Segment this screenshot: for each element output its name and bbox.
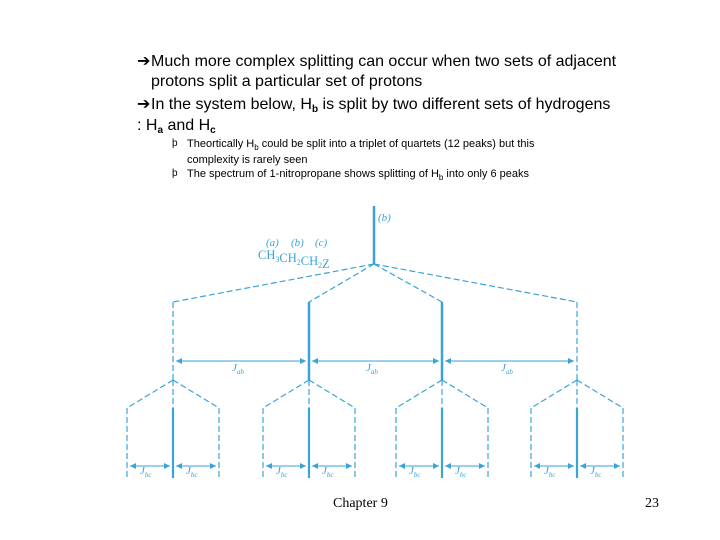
jbc-label: $J_{bc}$ xyxy=(276,465,288,479)
jbc-label: $J_{bc}$ xyxy=(544,465,556,479)
group-label-b: (b) xyxy=(291,237,304,249)
arrowhead-icon xyxy=(266,463,272,469)
jbc-label: $J_{bc}$ xyxy=(409,465,421,479)
bullet-2-line2-a: : H xyxy=(137,117,158,134)
footer-chapter: Chapter 9 xyxy=(333,496,388,511)
sub-bullet-2-subscript: b xyxy=(438,173,444,183)
jbc-branch-line xyxy=(173,380,219,408)
sub-bullet-1-text-b: could be split into a triplet of quartets (12 peaks) but this xyxy=(258,138,535,150)
jbc-branch-line xyxy=(396,380,442,408)
arrowhead-icon xyxy=(399,463,405,469)
arrowhead-icon xyxy=(580,463,586,469)
jbc-label: $J_{bc}$ xyxy=(455,465,467,479)
arrow-bullet-icon: ➔ xyxy=(137,53,151,70)
arrow-bullet-icon: ➔ xyxy=(137,96,151,113)
sub-bullet-1-subscript: b xyxy=(254,143,259,153)
bullet-1-line-2: protons split a particular set of protons xyxy=(151,73,423,90)
jab-label: $J_{ab}$ xyxy=(232,362,244,376)
bullet-2-text-b: is split by two different sets of hydrogens xyxy=(318,96,611,113)
bullet-2-text-a: In the system below, H xyxy=(151,96,312,113)
jbc-branch-line xyxy=(531,380,577,408)
arrowhead-icon xyxy=(445,358,451,364)
sub-bullet-2-icon: þ xyxy=(172,168,178,179)
arrowhead-icon xyxy=(614,463,620,469)
subscript-c: c xyxy=(210,125,216,136)
chemical-formula: $CH_3CH_2CH_2Z$ xyxy=(258,248,330,271)
arrowhead-icon xyxy=(300,463,306,469)
jbc-branch-line xyxy=(309,380,355,408)
arrowhead-icon xyxy=(176,358,182,364)
bullet-2-subscript: b xyxy=(311,104,319,115)
arrowhead-icon xyxy=(433,358,439,364)
arrowhead-icon xyxy=(568,463,574,469)
group-label-c: (c) xyxy=(315,237,328,249)
arrowhead-icon xyxy=(300,358,306,364)
jab-branch-line xyxy=(173,264,374,302)
jbc-branch-line xyxy=(127,380,173,408)
sub-bullet-1-icon: þ xyxy=(172,138,178,149)
tree-lines xyxy=(127,206,623,479)
sub-bullet-1-text-c: complexity is rarely seen xyxy=(187,154,308,167)
peak-label: (b) xyxy=(378,212,391,224)
arrowhead-icon xyxy=(346,463,352,469)
jbc-label: $J_{bc}$ xyxy=(590,465,602,479)
arrowhead-icon xyxy=(433,463,439,469)
jbc-label: $J_{bc}$ xyxy=(322,465,334,479)
jab-branch-line xyxy=(374,264,577,302)
jab-label: $J_{ab}$ xyxy=(366,362,378,376)
jbc-label: $J_{bc}$ xyxy=(186,465,198,479)
jbc-label: $J_{bc}$ xyxy=(140,465,152,479)
jbc-branch-line xyxy=(263,380,309,408)
subscript-a: a xyxy=(157,125,164,136)
arrowhead-icon xyxy=(312,463,318,469)
arrowhead-icon xyxy=(568,358,574,364)
group-label-a: (a) xyxy=(266,237,279,249)
jbc-branch-line xyxy=(442,380,488,408)
arrowhead-icon xyxy=(176,463,182,469)
arrowhead-icon xyxy=(479,463,485,469)
bullet-1-line-1: Much more complex splitting can occur when two sets of adjacent xyxy=(151,53,617,70)
sub-bullet-1-text-a: Theortically H xyxy=(187,138,255,150)
bullet-2-line2-mid: and H xyxy=(163,117,211,134)
page-number: 23 xyxy=(645,496,659,511)
jab-label: $J_{ab}$ xyxy=(501,362,513,376)
sub-bullet-2-text-b: into only 6 peaks xyxy=(443,168,529,180)
arrowhead-icon xyxy=(210,463,216,469)
arrowhead-icon xyxy=(164,463,170,469)
arrowhead-icon xyxy=(534,463,540,469)
arrowhead-icon xyxy=(130,463,136,469)
arrowhead-icon xyxy=(445,463,451,469)
jab-branch-line xyxy=(374,264,442,302)
sub-bullet-2-text-a: The spectrum of 1-nitropropane shows splitting of H xyxy=(187,168,439,180)
arrowhead-icon xyxy=(312,358,318,364)
jbc-branch-line xyxy=(577,380,623,408)
